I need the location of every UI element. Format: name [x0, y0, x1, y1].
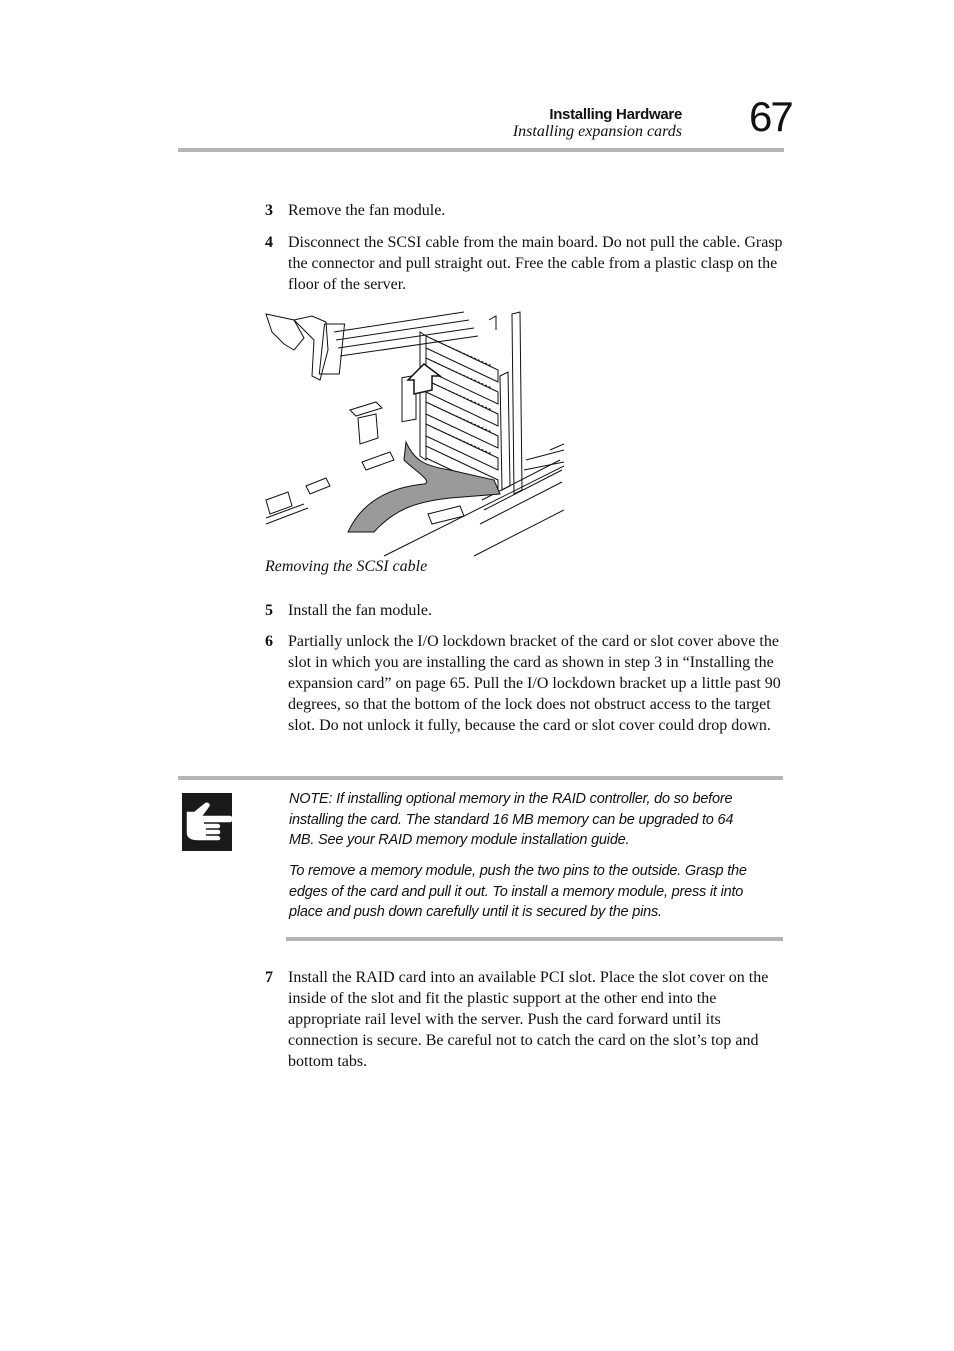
header-rule: [178, 148, 784, 152]
step-number: 7: [265, 969, 273, 986]
note-rule-top: [178, 776, 783, 780]
step-number: 5: [265, 602, 273, 619]
pointing-hand-icon: [182, 793, 232, 851]
scsi-cable-figure: [264, 310, 564, 560]
note-paragraph: NOTE: If installing optional memory in the RAID controller, do so before installing the card. The standard 16 MB memory can be upgraded to 64 MB. See your RAID memory module installation guide.: [289, 791, 734, 848]
step-text: Install the fan module.: [288, 602, 432, 619]
step-text: Disconnect the SCSI cable from the main board. Do not pull the cable. Grasp the connector and pull straight out. Free the cable from a plastic clasp on the floor of the server.: [288, 234, 783, 293]
server-scsi-cable-illustration: [264, 310, 564, 560]
note-paragraph: To remove a memory module, push the two pins to the outside. Grasp the edges of the card and pull it out. To install a memory module, press it into place and push down carefully until it is secured by the pins.: [289, 863, 747, 920]
step-text: Remove the fan module.: [288, 202, 446, 219]
step-number: 6: [265, 633, 273, 650]
page-number: 67: [749, 93, 792, 140]
step-6: [265, 631, 785, 736]
step-7: [265, 967, 785, 1072]
step-number: 3: [265, 202, 273, 219]
step-text: Partially unlock the I/O lockdown bracket of the card or slot cover above the slot in which you are installing the card as shown in step 3 in “Installing the expansion card” on page 65. Pull the I/O lockdown bracket up a little past 90 degrees, so that the bottom of the lock does not obstruct access to the target slot. Do not unlock it fully, because the card or slot cover could drop down.: [288, 633, 781, 734]
figure-caption: Removing the SCSI cable: [265, 558, 428, 575]
step-text: Install the RAID card into an available PCI slot. Place the slot cover on the inside of the slot and fit the plastic support at the other end into the appropriate rail level with the server. Push the card forward until its connection is secure. Be careful not to catch the card on the slot’s top and bottom tabs.: [288, 969, 769, 1070]
running-header-section: Installing expansion cards: [512, 123, 682, 140]
note-rule-bottom: [286, 937, 783, 941]
step-5: [265, 600, 785, 621]
step-3: [265, 200, 785, 221]
step-number: 4: [265, 234, 273, 251]
running-header-chapter: Installing Hardware: [549, 106, 682, 123]
step-4: [265, 232, 785, 295]
